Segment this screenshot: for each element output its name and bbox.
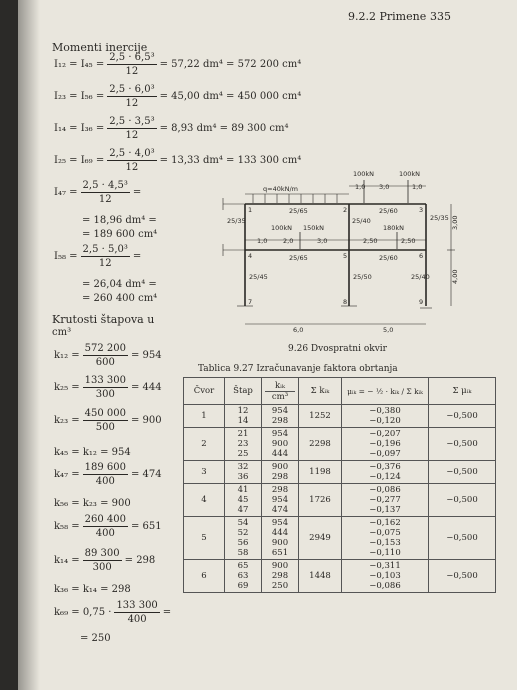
cell-stap: 65 63 69: [225, 560, 262, 593]
cell-summu: −0,500: [429, 405, 496, 428]
formula-k23: k₂₃ = $\frac{450 000}{500}$ = 900: [54, 408, 162, 433]
dim-mid-2: 2,0: [283, 237, 294, 245]
label-load-100b: 100kN: [399, 170, 421, 178]
section-4-5: 25/65: [289, 254, 308, 262]
formula-i47: I₄₇ = $\frac{\text{2,5 · 4,5³}}{12}$ =: [54, 180, 142, 205]
cell-mu: −0,086 −0,277 −0,137: [342, 484, 429, 517]
formula-i58: I₅₈ = $\frac{\text{2,5 · 5,0³}}{12}$ =: [54, 244, 142, 269]
section-header: 9.2.2 Primene: [348, 10, 427, 23]
dim-mid-4: 2,50: [363, 237, 378, 245]
node-9: 9: [419, 298, 424, 306]
rotation-factor-table: [183, 377, 496, 593]
section-5-6: 25/60: [379, 254, 398, 262]
i47-line3: = 189 600 cm⁴: [82, 229, 158, 240]
section-2-5: 25/40: [352, 217, 371, 225]
cell-cvor: 4: [184, 484, 225, 517]
section-6-9: 25/40: [411, 273, 430, 281]
section-5-8: 25/50: [353, 273, 372, 281]
label-load-100c: 100kN: [271, 224, 293, 232]
formula-i12: I₁₂ = I₄₅ = $\frac{\text{2,5 · 6,5³}}{12}$ = 57,22 dm⁴ = 572 200 cm⁴: [54, 52, 302, 77]
i47-line2: = 18,96 dm⁴ =: [82, 215, 157, 226]
cell-cvor: 6: [184, 560, 225, 593]
dim-mid-5: 2,50: [401, 237, 416, 245]
header-mu: μᵢₖ = − ½ · kᵢₖ / Σ kᵢₖ: [342, 378, 429, 405]
table-row: [184, 484, 496, 517]
node-7: 7: [248, 298, 253, 306]
cell-mu: −0,311 −0,103 −0,086: [342, 560, 429, 593]
dim-top-1: 1,0: [355, 183, 366, 191]
section-3-6: 25/35: [430, 214, 449, 222]
dim-h-2: 4,00: [451, 269, 459, 284]
cell-cvor: 1: [184, 405, 225, 428]
node-2: 2: [343, 206, 348, 214]
header-summu: Σ μᵢₖ: [429, 378, 496, 405]
table-caption: Tablica 9.27 Izračunavanje faktora obrtanja: [198, 364, 398, 374]
label-load-180: 180kN: [383, 224, 405, 232]
table-row: [184, 461, 496, 484]
book-page: [18, 0, 517, 690]
cell-mu: −0,207 −0,196 −0,097: [342, 428, 429, 461]
cell-stap: 54 52 56 58: [225, 517, 262, 560]
cell-k: 900 298: [262, 461, 299, 484]
dim-bot-1: 6,0: [293, 326, 304, 334]
node-8: 8: [343, 298, 348, 306]
cell-k: 954 298: [262, 405, 299, 428]
cell-summu: −0,500: [429, 484, 496, 517]
cell-cvor: 5: [184, 517, 225, 560]
formula-k47: k₄₇ = $\frac{189 600}{400}$ = 474: [54, 462, 162, 487]
cell-mu: −0,162 −0,075 −0,153 −0,110: [342, 517, 429, 560]
cell-summu: −0,500: [429, 461, 496, 484]
dim-mid-1: 1,0: [257, 237, 268, 245]
cell-cvor: 2: [184, 428, 225, 461]
formula-k69: k₆₉ = 0,75 · $\frac{133 300}{400}$ =: [54, 600, 172, 625]
cell-sum: 1252: [299, 405, 342, 428]
formula-k36: k₃₆ = k₁₄ = 298: [54, 584, 131, 595]
cell-k: 298 954 474: [262, 484, 299, 517]
table-row: [184, 428, 496, 461]
label-load-q: q=40kN/m: [263, 185, 298, 193]
cell-stap: 32 36: [225, 461, 262, 484]
cell-sum: 2949: [299, 517, 342, 560]
formula-i25: I₂₅ = I₆₉ = $\frac{\text{2,5 · 4,0³}}{12}$ = 13,33 dm⁴ = 133 300 cm⁴: [54, 148, 302, 173]
label-load-150: 150kN: [303, 224, 325, 232]
cell-sum: 1726: [299, 484, 342, 517]
cell-sum: 2298: [299, 428, 342, 461]
frame-members: [245, 204, 426, 306]
formula-k58: k₅₈ = $\frac{260 400}{400}$ = 651: [54, 514, 162, 539]
cell-summu: −0,500: [429, 428, 496, 461]
distributed-load: [245, 194, 349, 203]
page-number: 335: [430, 10, 451, 23]
dim-top-2: 3,0: [379, 183, 390, 191]
node-6: 6: [419, 252, 424, 260]
cell-k: 954 444 900 651: [262, 517, 299, 560]
frame-diagram: [203, 166, 473, 342]
table-row: [184, 517, 496, 560]
cell-mu: −0,380 −0,120: [342, 405, 429, 428]
table-header-row: [184, 378, 496, 405]
label-load-100a: 100kN: [353, 170, 375, 178]
node-1: 1: [248, 206, 253, 214]
cell-k: 954 900 444: [262, 428, 299, 461]
dim-top-3: 1,0: [412, 183, 423, 191]
cell-summu: −0,500: [429, 517, 496, 560]
moments-title: Momenti inercije: [52, 41, 148, 54]
dimension-lines: [245, 186, 455, 324]
formula-k56: k₅₆ = k₂₃ = 900: [54, 498, 131, 509]
header-kik: kᵢₖ cm³: [262, 378, 299, 405]
i58-line3: = 260 400 cm⁴: [82, 293, 158, 304]
cell-k: 900 298 250: [262, 560, 299, 593]
table-row: [184, 560, 496, 593]
stiffness-title-unit: cm³: [52, 327, 72, 338]
cell-cvor: 3: [184, 461, 225, 484]
header-stap: Štap: [225, 378, 262, 405]
cell-sum: 1198: [299, 461, 342, 484]
i58-line2: = 26,04 dm⁴ =: [82, 279, 157, 290]
dim-mid-3: 3,0: [317, 237, 328, 245]
cell-stap: 21 23 25: [225, 428, 262, 461]
figure-caption: 9.26 Dvospratni okvir: [288, 344, 387, 354]
formula-k45: k₄₅ = k₁₂ = 954: [54, 447, 131, 458]
formula-i23: I₂₃ = I₅₆ = $\frac{\text{2,5 · 6,0³}}{12}$ = 45,00 dm⁴ = 450 000 cm⁴: [54, 84, 302, 109]
cell-summu: −0,500: [429, 560, 496, 593]
cell-sum: 1448: [299, 560, 342, 593]
section-2-3: 25/60: [379, 207, 398, 215]
header-cvor: Čvor: [184, 378, 225, 405]
formula-i14: I₁₄ = I₃₆ = $\frac{\text{2,5 · 3,5³}}{12}$ = 8,93 dm⁴ = 89 300 cm⁴: [54, 116, 289, 141]
dim-h-1: 3,00: [451, 215, 459, 230]
node-5: 5: [343, 252, 348, 260]
formula-k14: k₁₄ = $\frac{89 300}{300}$ = 298: [54, 548, 156, 573]
section-1-2: 25/65: [289, 207, 308, 215]
node-4: 4: [248, 252, 253, 260]
header-sum: Σ kᵢₖ: [299, 378, 342, 405]
cell-mu: −0,376 −0,124: [342, 461, 429, 484]
dim-bot-2: 5,0: [383, 326, 394, 334]
page-gutter-shadow: [18, 0, 40, 690]
cell-stap: 41 45 47: [225, 484, 262, 517]
stiffness-title: Krutosti štapova u: [52, 313, 155, 326]
formula-k12: k₁₂ = $\frac{572 200}{600}$ = 954: [54, 343, 162, 368]
cell-stap: 12 14: [225, 405, 262, 428]
section-4-7: 25/45: [249, 273, 268, 281]
section-1-4: 25/35: [227, 217, 246, 225]
node-3: 3: [419, 206, 424, 214]
table-row: [184, 405, 496, 428]
formula-k25: k₂₅ = $\frac{133 300}{300}$ = 444: [54, 375, 162, 400]
k69-line2: = 250: [80, 633, 111, 644]
supports: [223, 198, 432, 308]
